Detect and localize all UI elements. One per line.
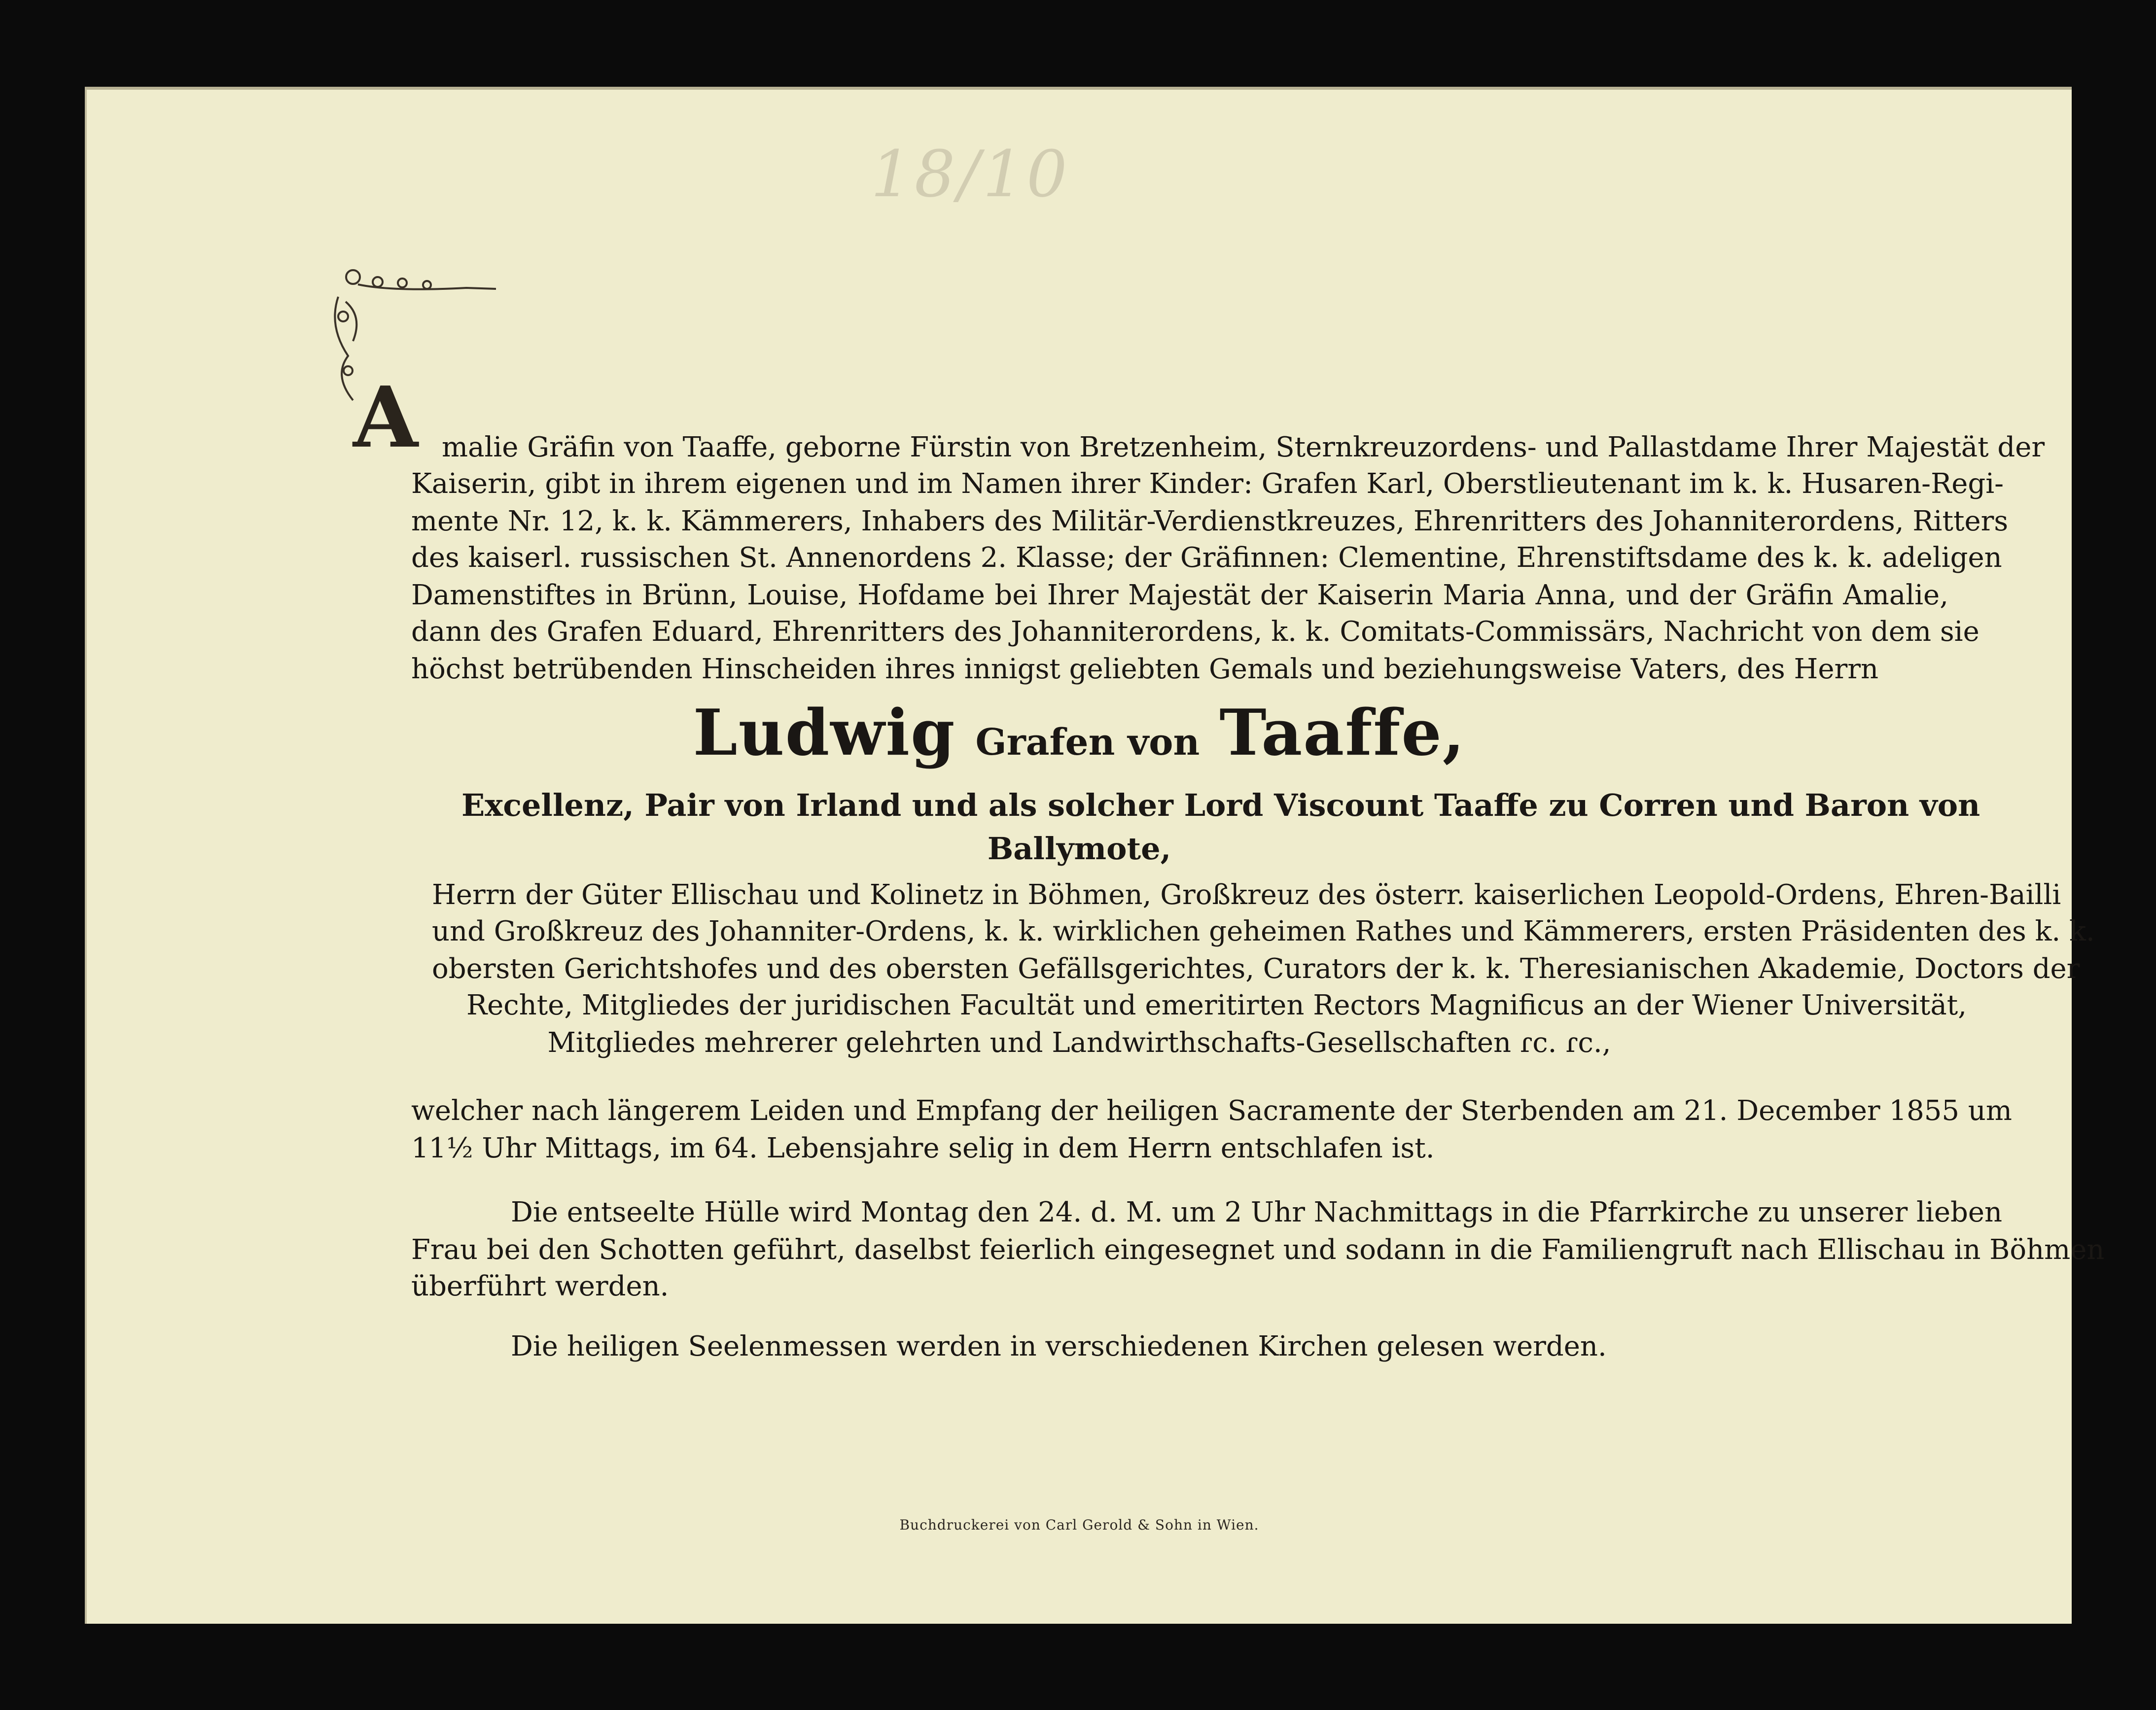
title-line: Ballymote, [987, 831, 1171, 867]
death-line: welcher nach längerem Leiden und Empfang der heiligen Sacramente der Sterbenden am 21. December 1855 um [411, 1095, 2012, 1127]
title-line: Excellenz, Pair von Irland und als solcher Lord Viscount Taaffe zu Corren und Baron von [461, 787, 1980, 823]
intro-line: höchst betrübenden Hinscheiden ihres innigst geliebten Gemals und beziehungsweise Vaters, des Herrn [411, 653, 1879, 685]
obituary-sheet [85, 87, 2105, 1624]
intro-line: malie Gräfin von Taaffe, geborne Fürstin von Bretzenheim, Sternkreuzordens- und Pallastdame Ihrer Majestät der [442, 431, 2045, 463]
intro-line: Damenstiftes in Brünn, Louise, Hofdame bei Ihrer Majestät der Kaiserin Maria Anna, und der Gräfin Amalie, [411, 579, 1948, 611]
honours-line: obersten Gerichtshofes und des obersten Gefällsgerichtes, Curators der k. k. Theresianischen Akademie, Doctors der [432, 953, 2080, 985]
honours-line: Mitgliedes mehrerer gelehrten und Landwirthschafts-Gesellschaften ɾc. ɾc., [547, 1027, 1611, 1059]
death-line: 11½ Uhr Mittags, im 64. Lebensjahre selig in dem Herrn entschlafen ist. [411, 1132, 1435, 1164]
printer-imprint: Buchdruckerei von Carl Gerold & Sohn in Wien. [899, 1517, 1259, 1533]
intro-line: mente Nr. 12, k. k. Kämmerers, Inhabers des Militär-Verdienstkreuzes, Ehrenritters des Johanniterordens, Ritters [411, 505, 2009, 537]
mass-line: Die heiligen Seelenmessen werden in verschiedenen Kirchen gelesen werden. [511, 1330, 1607, 1362]
intro-line: dann des Grafen Eduard, Ehrenritters des Johanniterordens, k. k. Comitats-Commissärs, Nachricht von dem sie [411, 616, 1979, 648]
intro-line: des kaiserl. russischen St. Annenordens 2. Klasse; der Gräfinnen: Clementine, Ehrenstiftsdame des k. k. adeligen [411, 542, 2002, 574]
handwritten-mark: 18/10 [871, 137, 1070, 211]
honours-line: und Großkreuz des Johanniter-Ordens, k. k. wirklichen geheimen Rathes und Kämmerers, ersten Präsidenten des k. k. [432, 915, 2095, 947]
deceased-surname: Taaffe, [1219, 696, 1466, 770]
funeral-line: Die entseelte Hülle wird Montag den 24. d. M. um 2 Uhr Nachmittags in die Pfarrkirche zu unserer lieben [511, 1196, 2003, 1228]
funeral-line: überführt werden. [411, 1270, 669, 1302]
deceased-mid: Grafen von [975, 721, 1200, 764]
deceased-heading [87, 696, 2072, 770]
deceased-name: Ludwig [693, 696, 956, 770]
honours-line: Herrn der Güter Ellischau und Kolinetz in Böhmen, Großkreuz des österr. kaiserlichen Leopold-Ordens, Ehren-Bailli [432, 879, 2061, 911]
intro-line: Kaiserin, gibt in ihrem eigenen und im Namen ihrer Kinder: Grafen Karl, Oberstlieutenant im k. k. Husaren-Regi- [411, 468, 2004, 500]
drop-initial: A [353, 368, 418, 467]
honours-line: Rechte, Mitgliedes der juridischen Facultät und emeritirten Rectors Magnificus an der Wiener Universität, [466, 989, 1967, 1021]
funeral-line: Frau bei den Schotten geführt, daselbst feierlich eingesegnet und sodann in die Familiengruft nach Ellischau in Böhmen [411, 1234, 2105, 1266]
